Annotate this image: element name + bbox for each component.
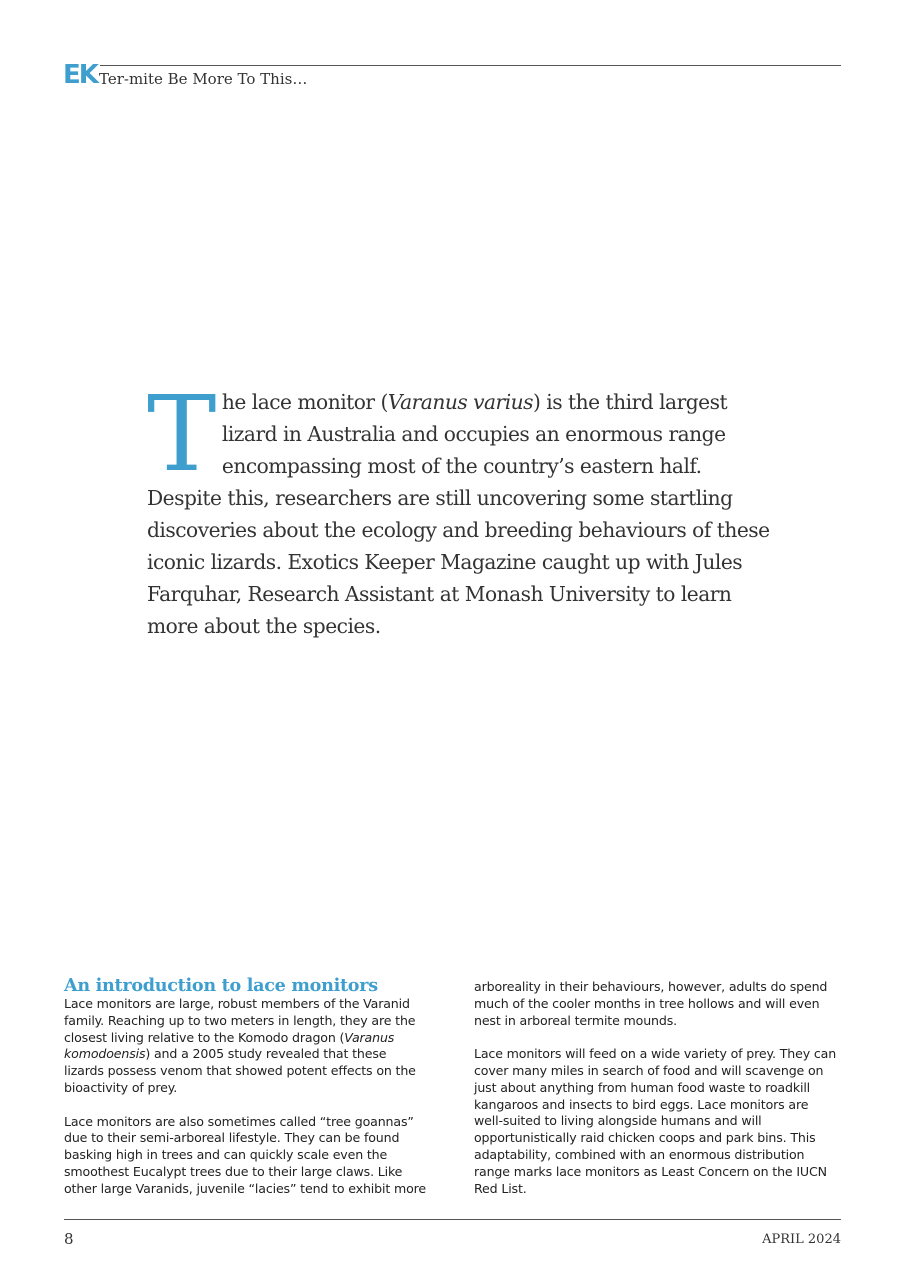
intro-species-name: Varanus varius [387, 390, 534, 414]
section-heading: An introduction to lace monitors [64, 975, 378, 996]
issue-date: APRIL 2024 [762, 1232, 841, 1247]
article-paragraph: Lace monitors are also sometimes called “tree goannas” due to their semi-arboreal lifestyle. They can be found basking high in trees and can quickly scale even the smoothest Eucalypt trees due to their large claws. Like other large Varanids, juvenile “lacies” tend to exhibit more [64, 1113, 427, 1196]
paragraph-text: ) and a 2005 study revealed that these lizards possess venom that showed potent effects on the bioactivity of prey. [64, 1046, 416, 1095]
paragraph-text: Lace monitors are large, robust members of the Varanid family. Reaching up to two meters in length, they are the closest living relative to the Komodo dragon ( [64, 996, 416, 1045]
article-paragraph [64, 996, 428, 1097]
drop-cap: T [147, 373, 216, 495]
footer-rule [64, 1219, 841, 1220]
page-number: 8 [64, 1230, 74, 1248]
intro-text-part-2: ) is the third largest lizard in Australia and occupies an enormous range encompassing most of the country’s eastern half. Despite this, researchers are still uncovering some startling discoveries about the ecology and breeding behaviours of these iconic lizards. Exotics Keeper Magazine caught up with Jules Farquhar, Research Assistant at Monash University to learn more about the species. [147, 390, 770, 638]
intro-text-part-1: he lace monitor ( [221, 390, 388, 414]
header-rule [100, 65, 841, 66]
article-column-right [474, 979, 838, 1197]
species-name-italic: Varanus komodoensis [64, 1029, 395, 1062]
running-title: Ter-mite Be More To This… [99, 70, 308, 88]
article-paragraph: Lace monitors will feed on a wide variety of prey. They can cover many miles in search of food and will scavenge on just about anything from human food waste to roadkill kangaroos and insects to bird eggs. Lace monitors are well-suited to living alongside humans and will opportunistically raid chicken coops and park bins. This adaptability, combined with an enormous distribution range marks lace monitors as Least Concern on the IUCN Red List. [474, 1046, 837, 1196]
magazine-logo: EK [63, 60, 97, 90]
article-paragraph: arboreality in their behaviours, however, adults do spend much of the cooler months in tree hollows and will even nest in arboreal termite mounds. [474, 979, 828, 1028]
article-column-left [64, 976, 428, 1198]
intro-paragraph [147, 373, 777, 642]
